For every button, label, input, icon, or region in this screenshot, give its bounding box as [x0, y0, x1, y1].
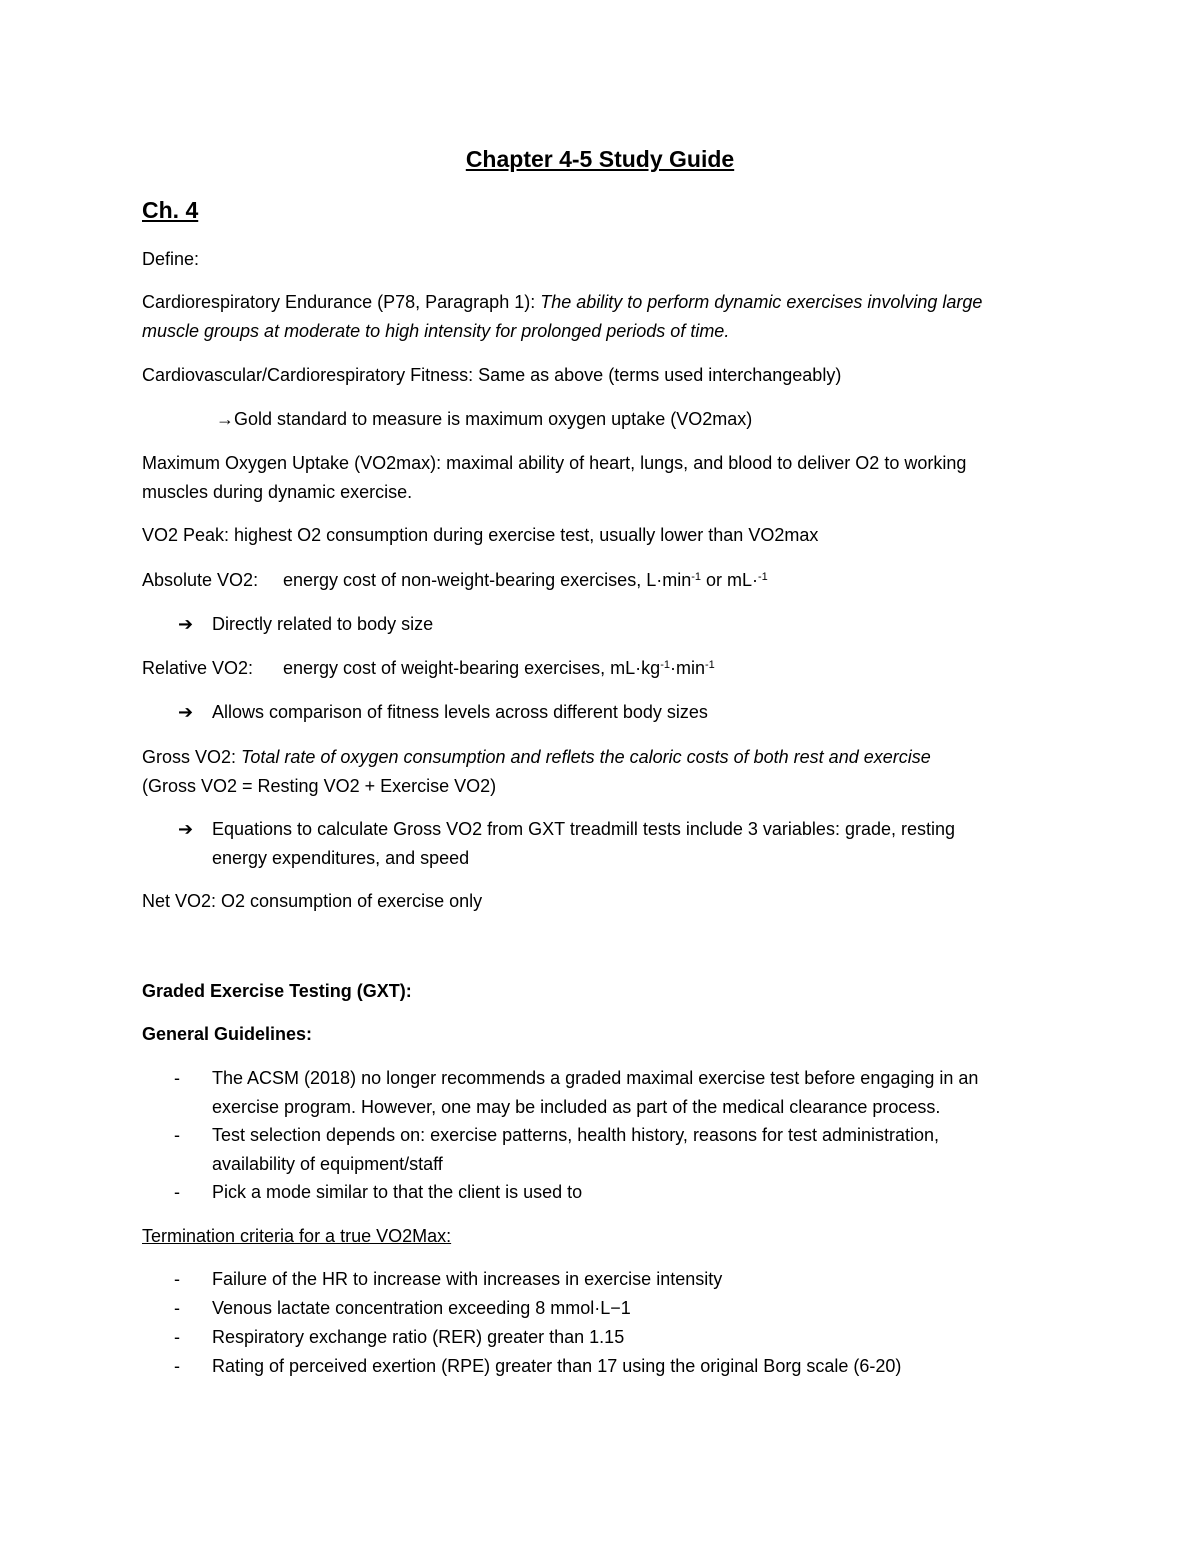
termination-item-2: Venous lactate concentration exceeding 8 mmol·L−1 [212, 1298, 631, 1318]
dash-bullet: - [174, 1298, 180, 1318]
chapter-heading: Ch. 4 [142, 197, 199, 223]
cv-fitness-line: Cardiovascular/Cardiorespiratory Fitness: Same as above (terms used interchangeably) [142, 365, 842, 385]
guideline-item-2-line2: availability of equipment/staff [212, 1154, 443, 1174]
gross-vo2-label: Gross VO2: [142, 747, 242, 767]
gross-vo2-definition: Total rate of oxygen consumption and reflets the caloric costs of both rest and exercise [241, 747, 931, 767]
dash-bullet: - [174, 1327, 180, 1347]
guideline-item-2-line1: Test selection depends on: exercise patterns, health history, reasons for test administration, [212, 1125, 940, 1145]
gross-vo2-formula: (Gross VO2 = Resting VO2 + Exercise VO2) [142, 776, 497, 796]
termination-item-4: Rating of perceived exertion (RPE) greater than 17 using the original Borg scale (6-20) [212, 1356, 902, 1376]
dash-bullet: - [174, 1068, 180, 1088]
relative-vo2-note: Allows comparison of fitness levels across different body sizes [212, 702, 708, 722]
guideline-item-3: Pick a mode similar to that the client is used to [212, 1182, 583, 1202]
absolute-vo2-definition: energy cost of non-weight-bearing exercises, $L\cdot\min^{-1}$ or mL·$^{-1}$ [283, 570, 768, 590]
guideline-item-1-line1: The ACSM (2018) no longer recommends a graded maximal exercise test before engaging in an [212, 1068, 979, 1088]
gross-vo2-note-line2: energy expenditures, and speed [212, 848, 470, 868]
absolute-vo2-note: Directly related to body size [212, 614, 434, 634]
arrow-bullet-icon: ➔ [178, 614, 194, 634]
gold-standard-line: →Gold standard to measure is maximum oxygen uptake (VO2max) [216, 409, 753, 429]
cr-endurance-line2: muscle groups at moderate to high intensity for prolonged periods of time. [142, 321, 730, 341]
guidelines-heading: General Guidelines: [142, 1024, 313, 1044]
cr-endurance-term: Cardiorespiratory Endurance (P78, Paragraph 1): [142, 292, 541, 312]
absolute-vo2-label: Absolute VO2: [142, 570, 259, 590]
vo2max-line2: muscles during dynamic exercise. [142, 482, 413, 502]
dash-bullet: - [174, 1356, 180, 1376]
termination-item-3: Respiratory exchange ratio (RER) greater than 1.15 [212, 1327, 625, 1347]
gxt-heading: Graded Exercise Testing (GXT): [142, 981, 412, 1001]
right-arrow-icon: → [216, 409, 234, 429]
termination-item-1: Failure of the HR to increase with increases in exercise intensity [212, 1269, 723, 1289]
termination-heading: Termination criteria for a true VO2Max: [142, 1226, 452, 1246]
dash-bullet: - [174, 1182, 180, 1202]
arrow-bullet-icon: ➔ [178, 819, 194, 839]
relative-vo2-label: Relative VO2: [142, 658, 254, 678]
dash-bullet: - [174, 1269, 180, 1289]
define-label: Define: [142, 249, 200, 269]
page-title: Chapter 4-5 Study Guide [465, 146, 735, 172]
arrow-bullet-icon: ➔ [178, 702, 194, 722]
dash-bullet: - [174, 1125, 180, 1145]
relative-vo2-definition: energy cost of weight-bearing exercises, $mL\cdot kg^{-1}\cdot\min^{-1}$ [283, 658, 715, 678]
gross-vo2-line1 [142, 748, 931, 766]
vo2max-line1: Maximum Oxygen Uptake (VO2max): maximal ability of heart, lungs, and blood to deliver O2 to working [142, 453, 967, 473]
cr-endurance-definition: The ability to perform dynamic exercises involving large [540, 292, 983, 312]
guideline-item-1-line2: exercise program. However, one may be included as part of the medical clearance process. [212, 1097, 941, 1117]
net-vo2-line: Net VO2: O2 consumption of exercise only [142, 891, 483, 911]
gross-vo2-note-line1: Equations to calculate Gross VO2 from GXT treadmill tests include 3 variables: grade, resting [212, 819, 956, 839]
vo2peak-line: VO2 Peak: highest O2 consumption during exercise test, usually lower than VO2max [142, 525, 819, 545]
cr-endurance-line1 [142, 293, 982, 311]
